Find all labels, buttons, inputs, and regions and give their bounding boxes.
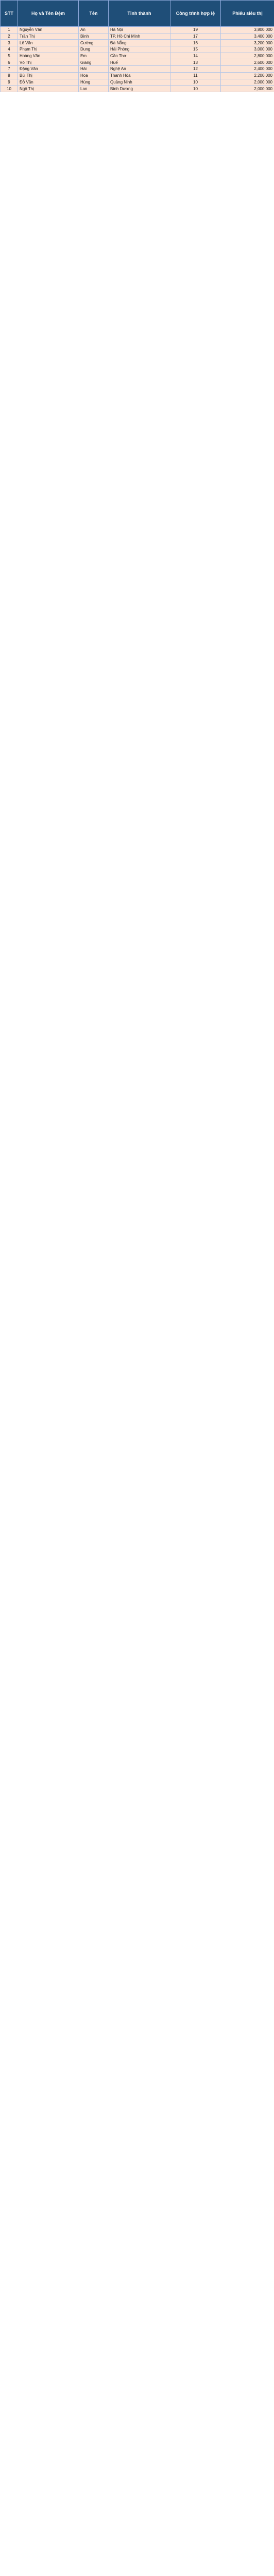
cell-cong-trinh: 12 xyxy=(170,66,221,73)
cell-stt: 7 xyxy=(1,66,18,73)
table-body xyxy=(1,27,274,92)
cell-cong-trinh: 15 xyxy=(170,46,221,53)
cell-tinh: TP. Hồ Chí Minh xyxy=(109,33,170,40)
table-row xyxy=(1,86,274,92)
cell-tinh: Cần Thơ xyxy=(109,53,170,59)
header-ten: Tên xyxy=(79,1,109,27)
table-row xyxy=(1,46,274,53)
cell-stt: 9 xyxy=(1,79,18,86)
cell-cong-trinh: 10 xyxy=(170,79,221,86)
cell-phieu: 3,200,000 xyxy=(221,40,274,46)
cell-ten: Cường xyxy=(79,40,109,46)
cell-phieu: 2,000,000 xyxy=(221,79,274,86)
cell-cong-trinh: 16 xyxy=(170,40,221,46)
cell-stt: 2 xyxy=(1,33,18,40)
cell-ten: Hùng xyxy=(79,79,109,86)
cell-phieu: 2,400,000 xyxy=(221,66,274,73)
cell-ho-dem: Phạm Thị xyxy=(18,46,79,53)
cell-ho-dem: Nguyễn Văn xyxy=(18,27,79,33)
cell-phieu: 3,000,000 xyxy=(221,46,274,53)
cell-ten: Em xyxy=(79,53,109,59)
cell-cong-trinh: 14 xyxy=(170,53,221,59)
cell-cong-trinh: 10 xyxy=(170,86,221,92)
header-stt: STT xyxy=(1,1,18,27)
cell-ten: Giang xyxy=(79,59,109,66)
cell-ten: Hoa xyxy=(79,72,109,79)
cell-cong-trinh: 11 xyxy=(170,72,221,79)
cell-tinh: Nghệ An xyxy=(109,66,170,73)
table-row xyxy=(1,72,274,79)
header-tinh: Tỉnh thành xyxy=(109,1,170,27)
cell-stt: 10 xyxy=(1,86,18,92)
cell-ten: Dung xyxy=(79,46,109,53)
cell-stt: 1 xyxy=(1,27,18,33)
cell-tinh: Hải Phòng xyxy=(109,46,170,53)
cell-cong-trinh: 19 xyxy=(170,27,221,33)
table-row xyxy=(1,27,274,33)
cell-phieu: 2,600,000 xyxy=(221,59,274,66)
table-row xyxy=(1,59,274,66)
cell-tinh: Đà Nẵng xyxy=(109,40,170,46)
cell-stt: 4 xyxy=(1,46,18,53)
cell-ho-dem: Đặng Văn xyxy=(18,66,79,73)
cell-phieu: 2,800,000 xyxy=(221,53,274,59)
cell-stt: 3 xyxy=(1,40,18,46)
cell-ten: An xyxy=(79,27,109,33)
cell-stt: 5 xyxy=(1,53,18,59)
commission-table xyxy=(0,0,274,92)
data-sheet xyxy=(0,0,274,92)
header-row xyxy=(1,1,274,27)
cell-ho-dem: Võ Thị xyxy=(18,59,79,66)
cell-tinh: Thanh Hóa xyxy=(109,72,170,79)
cell-phieu: 3,800,000 xyxy=(221,27,274,33)
table-row xyxy=(1,66,274,73)
header-cong-trinh: Công trình hợp lệ xyxy=(170,1,221,27)
cell-ho-dem: Trần Thị xyxy=(18,33,79,40)
cell-tinh: Quảng Ninh xyxy=(109,79,170,86)
cell-ten: Bình xyxy=(79,33,109,40)
cell-stt: 8 xyxy=(1,72,18,79)
header-ho-dem: Họ và Tên Đệm xyxy=(18,1,79,27)
cell-cong-trinh: 13 xyxy=(170,59,221,66)
table-row xyxy=(1,53,274,59)
cell-ho-dem: Lê Văn xyxy=(18,40,79,46)
cell-stt: 6 xyxy=(1,59,18,66)
cell-ho-dem: Ngô Thị xyxy=(18,86,79,92)
table-row xyxy=(1,40,274,46)
cell-ho-dem: Bùi Thị xyxy=(18,72,79,79)
cell-ho-dem: Đỗ Văn xyxy=(18,79,79,86)
cell-tinh: Huế xyxy=(109,59,170,66)
header-phieu: Phiếu siêu thị xyxy=(221,1,274,27)
cell-tinh: Bình Dương xyxy=(109,86,170,92)
cell-phieu: 2,200,000 xyxy=(221,72,274,79)
cell-ho-dem: Hoàng Văn xyxy=(18,53,79,59)
cell-phieu: 2,000,000 xyxy=(221,86,274,92)
cell-phieu: 3,400,000 xyxy=(221,33,274,40)
cell-ten: Lan xyxy=(79,86,109,92)
cell-cong-trinh: 17 xyxy=(170,33,221,40)
table-row xyxy=(1,79,274,86)
table-row xyxy=(1,33,274,40)
cell-tinh: Hà Nội xyxy=(109,27,170,33)
cell-ten: Hải xyxy=(79,66,109,73)
